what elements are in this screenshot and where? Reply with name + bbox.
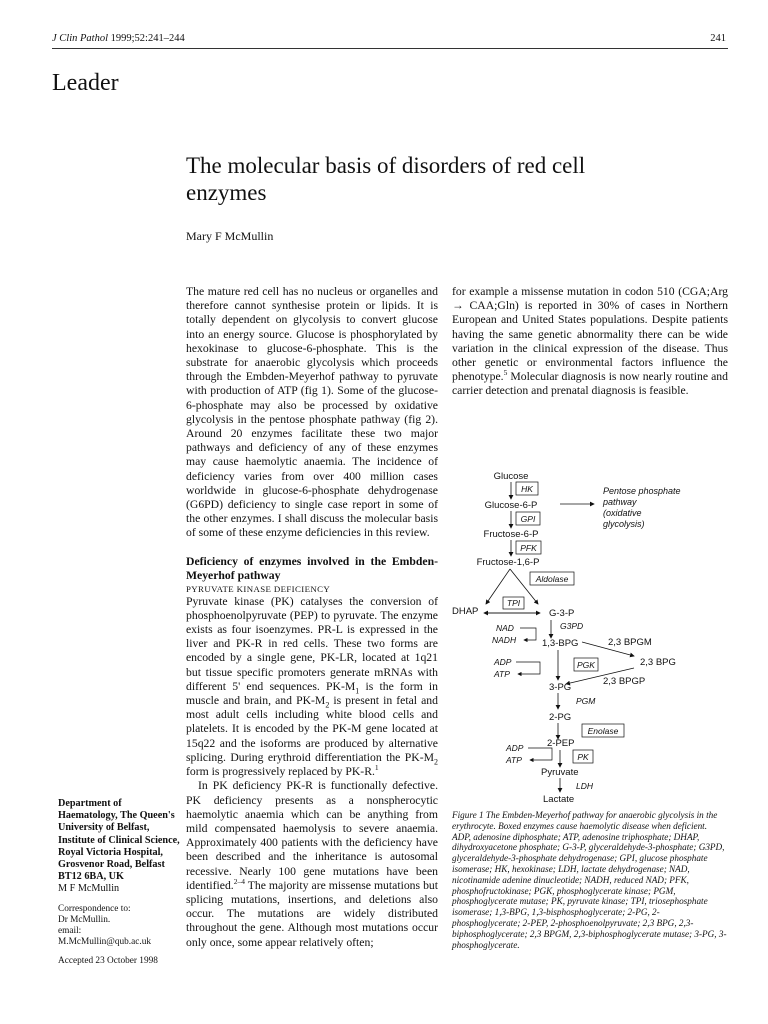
pentose-label-4: glycolysis) <box>603 519 645 529</box>
node-g-3-p: G-3-P <box>549 608 575 619</box>
article-title: The molecular basis of disorders of red cell enzymes <box>186 153 586 205</box>
node-glucose: Glucose <box>493 471 529 482</box>
cofactor-nadh: NADH <box>492 635 517 645</box>
text-run: Molecular diagnosis is now nearly routine and carrier detection and prenatal diagnosis is feasible. <box>452 370 728 398</box>
email-address[interactable]: M.McMullin@qub.ac.uk <box>58 936 152 947</box>
figure-1-caption <box>452 810 728 950</box>
cofactor-nad: NAD <box>496 623 514 633</box>
journal-citation: 1999;52:241–244 <box>108 33 185 44</box>
enzyme-gpi: GPI <box>520 514 536 524</box>
pentose-label-2: pathway <box>603 497 637 507</box>
caption-label: Figure 1 <box>452 810 484 820</box>
cofactor-atp-1: ATP <box>494 669 510 679</box>
enzyme-tpi: TPI <box>506 598 521 608</box>
caption-text: The Embden-Meyerhof pathway for anaerobic glycolysis in the erythrocyte. Boxed enzymes cause haemolytic disease when deficient. ADP, adenosine diphosphate; ATP, adenosine triphosphate; DHAP, dihydroxyacetone phosphate; G-3-P, glyceraldehyde-3-phosphate; G3PD, glyceraldehyde-3-phosphate dehydrogenase; GPI, glucose phosphate isomerase; HK, hexokinase; LDH, lactate dehydrogenase; NAD, nicotinamide adenine dinucleotide; NADH, reduced NAD; PFK, phosphofructokinase; PGK, phosphoglycerate kinase; PGM, phosphoglycerate mutase; PK, pyruvate kinase; TPI, triosephosphate isomerase; 1,3-BPG, 1,3-bisphosphoglycerate; 2-PG, 2-phosphoglycerate; 2-PEP, 2-phosphoenolpyruvate; 2,3 BPG, 2,3-biphosphoglycerate; 2,3 BPGM, 2,3-biphosphoglycerate mutase; 3-PG, 3-phosphoglycerate. <box>452 810 727 950</box>
section-heading-embden-meyerhof: Deficiency of enzymes involved in the Embden-Meyerhof pathway <box>186 554 438 582</box>
pk-paragraph-2-continued <box>452 285 728 399</box>
node-lactate: Lactate <box>543 794 575 802</box>
article-author: Mary F McMullin <box>186 229 274 243</box>
pentose-label-3: (oxidative <box>603 508 642 518</box>
enzyme-ldh: LDH <box>576 781 594 791</box>
node-fructose-6-p: Fructose-6-P <box>483 529 539 540</box>
cofactor-atp-2: ATP <box>506 755 522 765</box>
node-2-pg: 2-PG <box>549 712 572 723</box>
affiliation-name: M F McMullin <box>58 883 120 895</box>
author-affiliation <box>58 798 180 967</box>
accepted-date: Accepted 23 October 1998 <box>58 955 158 966</box>
node-dhap: DHAP <box>452 606 479 617</box>
cofactor-arrow-adp-2 <box>528 748 552 760</box>
text-run: is the form in muscle and brain, and PK-M <box>186 679 439 708</box>
reference-mark: 1 <box>374 763 379 773</box>
node-3-pg: 3-PG <box>549 682 572 693</box>
enzyme-2-3-bpgp: 2,3 BPGP <box>603 676 646 687</box>
subscript: 1 <box>355 686 360 696</box>
enzyme-g3pd: G3PD <box>560 621 584 631</box>
enzyme-pk: PK <box>577 752 589 762</box>
pk-paragraph-1 <box>186 595 438 780</box>
node-glucose-6-p: Glucose-6-P <box>484 500 538 511</box>
node-1-3-bpg: 1,3-BPG <box>542 638 579 649</box>
text-run: form is progressively replaced by PK-R. <box>186 765 375 779</box>
cofactor-arrow-nad <box>520 628 536 640</box>
node-2-pep: 2-PEP <box>547 738 575 749</box>
glycolysis-diagram-svg <box>448 462 728 802</box>
affiliation-department: Department of Haematology, The Queen's University of Belfast, Institute of Clinical Science, Royal Victoria Hospital, Grosvenor Road, Belfast BT12 6BA, UK <box>58 798 180 883</box>
enzyme-pgk: PGK <box>577 660 595 670</box>
cofactor-arrow-adp-1 <box>516 662 540 674</box>
pentose-label-1: Pentose phosphate <box>603 486 681 496</box>
node-2-3-bpg: 2,3 BPG <box>640 657 676 668</box>
correspondence-name: Dr McMullin. <box>58 914 111 925</box>
journal-name: J Clin Pathol <box>52 33 108 44</box>
node-pyruvate: Pyruvate <box>541 767 579 778</box>
section-label: Leader <box>52 70 119 96</box>
email-label: email: <box>58 925 82 936</box>
page-number: 241 <box>710 33 726 44</box>
enzyme-aldolase: Aldolase <box>535 574 569 584</box>
figure-1-glycolysis-diagram <box>448 462 728 802</box>
pk-paragraph-2 <box>186 779 438 949</box>
text-run: In PK deficiency PK-R is functionally defective. PK deficiency presents as a nonspherocytic haemolytic anaemia which can be anything from mild compensated haemolysis to severe anaemia. Approximately 400 patients with the deficiency have been described and the inheritance is autosomal recessive. Nearly 100 gene mutations have been identified. <box>186 779 438 892</box>
enzyme-pfk: PFK <box>520 543 537 553</box>
subscript: 2 <box>434 757 438 767</box>
subscript: 2 <box>325 700 330 710</box>
enzyme-hk: HK <box>521 484 533 494</box>
intro-paragraph: The mature red cell has no nucleus or organelles and therefore cannot synthesise protein or lipids. It is totally dependent on glycolysis to convert glucose into an energy source. Glucose is phosphorylated by hexokinase to glucose-6-phosphate. This is the substrate for anaerobic glycolysis which proceeds through the Embden-Meyerhof pathway to pyruvate with production of ATP (fig 1). Some of the glucose-6-phosphate may also be processed by oxidative glycolysis in the pentose phosphate pathway (fig 2). Around 20 enzymes facilitate these two major pathways and deficiency of any of these enzymes may cause haemolytic anaemia. The incidence of deficiency varies from over 400 million cases worldwide in glucose-6-phosphate dehydrogenase (G6PD) deficiency to single case report in some of the other enzymes. I shall discuss the molecular basis of some of these enzyme deficiencies in this review. <box>186 285 438 540</box>
text-run: Pyruvate kinase (PK) catalyses the conversion of phosphoenolpyruvate (PEP) to pyruvate. The enzyme exists as four isoenzymes. PR-L is expressed in the liver and PK-R in red cells. These two forms are encoded by a single gene, PK-LR, located at 1q21 but tissue specific promoters generate mRNAs with different 5' end sequences. PK-M <box>186 594 438 693</box>
enzyme-enolase: Enolase <box>587 726 619 736</box>
text-run: The majority are missense mutations but splicing mutations, insertions, and deletions also occur. The mutations are widely distributed throughout the gene. Although most mutations occur only once, some appear relatively often; <box>186 878 438 949</box>
running-header-journal <box>52 33 185 44</box>
correspondence-label: Correspondence to: <box>58 903 131 914</box>
reference-mark: 2–4 <box>233 876 245 886</box>
enzyme-pgm: PGM <box>576 696 596 706</box>
spacer <box>58 896 180 904</box>
cofactor-adp-2: ADP <box>506 743 524 753</box>
body-column-2 <box>452 285 728 399</box>
reference-mark: 5 <box>503 368 508 378</box>
spacer <box>58 948 180 956</box>
cofactor-adp-1: ADP <box>494 657 512 667</box>
body-column-1 <box>186 285 438 950</box>
subheading-pyruvate-kinase: PYRUVATE KINASE DEFICIENCY <box>186 583 331 594</box>
header-rule <box>52 48 728 49</box>
node-fructose-1-6-p: Fructose-1,6-P <box>476 557 540 568</box>
text-run: is present in fetal and most adult cells including white blood cells and platelets. It is encoded by the PK-M gene located at 15q22 and the isoforms are produced by alternative splicing. During erythroid differentiation the PK-M <box>186 694 438 764</box>
enzyme-2-3-bpgm: 2,3 BPGM <box>608 637 652 648</box>
text-run: for example a missense mutation in codon 510 (CGA;Arg → CAA;Gln) is reported in 30% of cases in Northern European and United States populations. Despite patients having the same genetic abnormality there can be wide variation in the clinical expression of the disease. Thus other genetic or environmental factors influence the phenotype. <box>452 285 728 384</box>
